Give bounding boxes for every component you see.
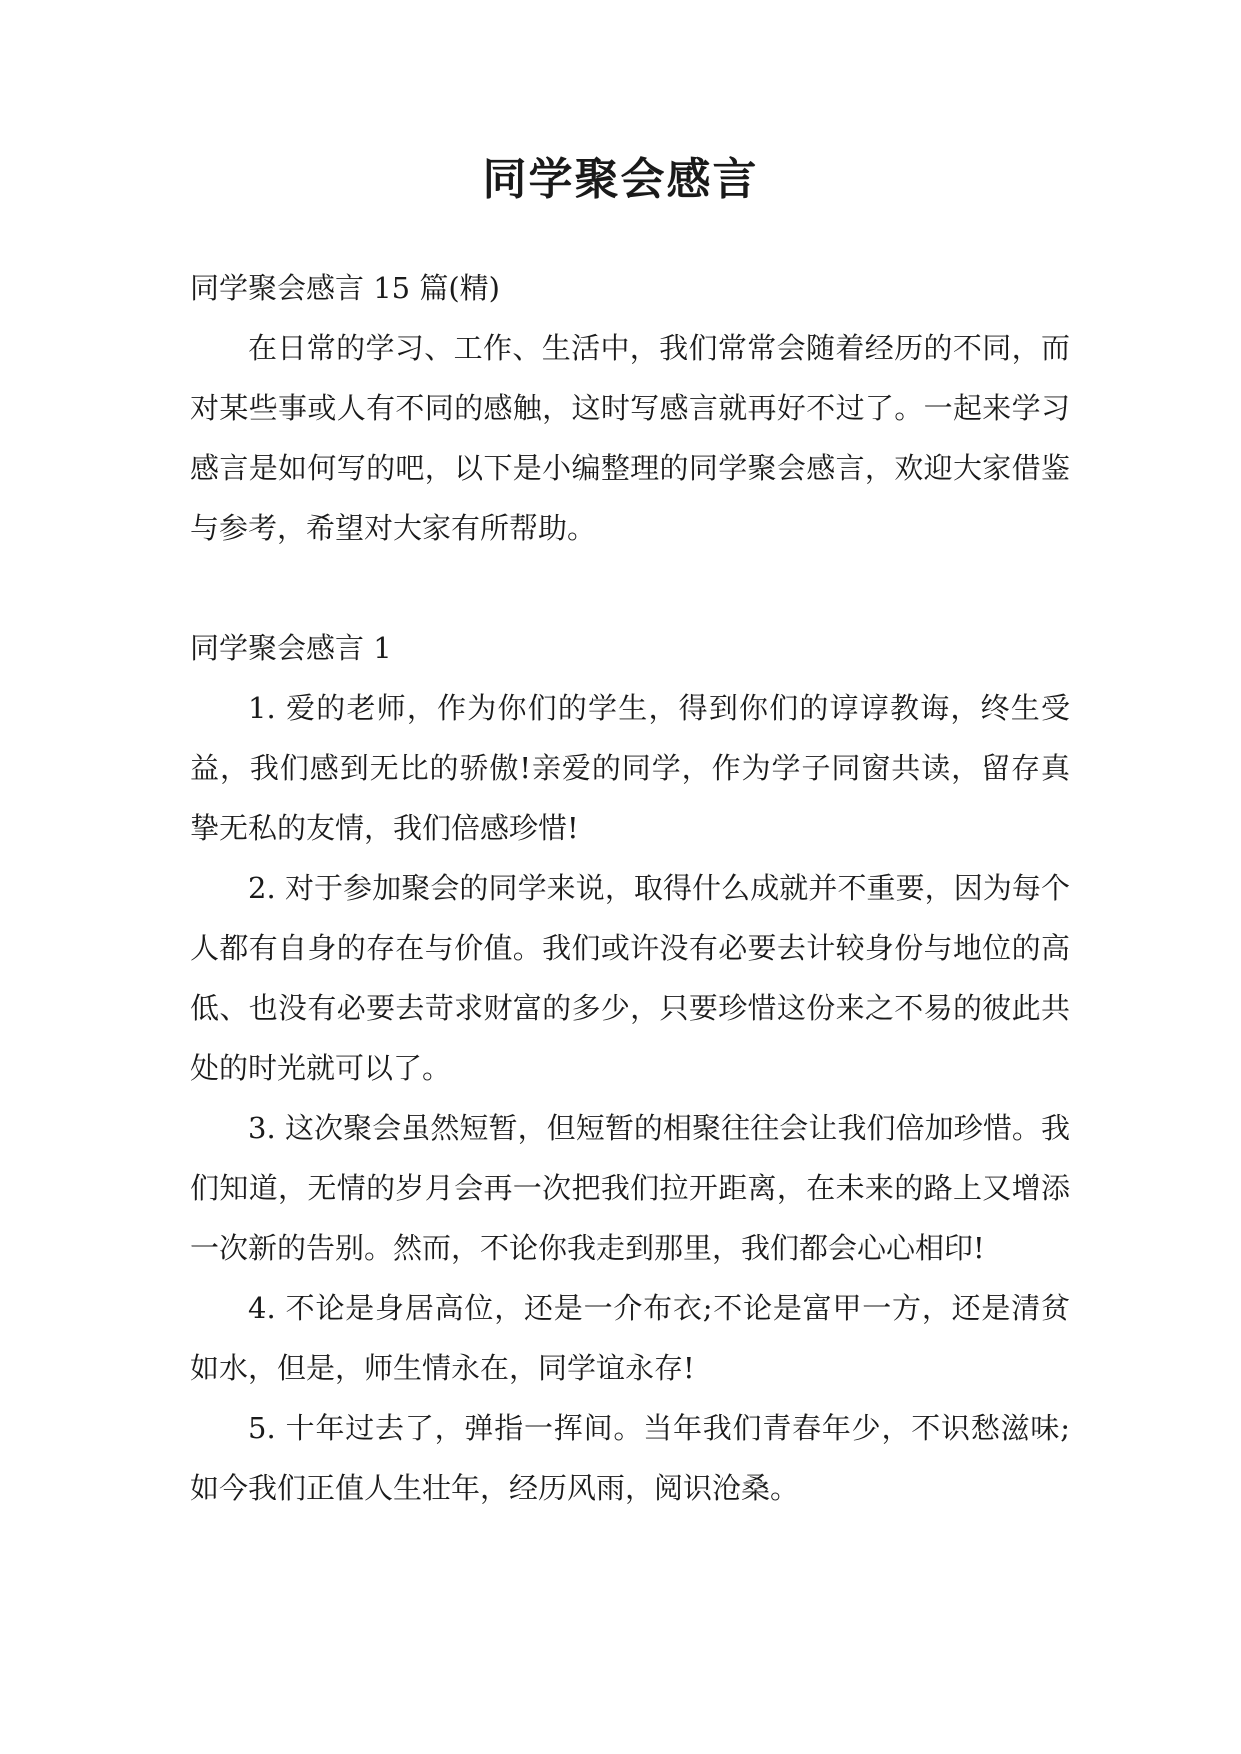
list-item: 1. 爱的老师，作为你们的学生，得到你们的谆谆教诲，终生受益，我们感到无比的骄傲!亲爱的同学，作为学子同窗共读，留存真挚无私的友情，我们倍感珍惜! <box>190 691 1070 845</box>
intro-paragraph: 在日常的学习、工作、生活中，我们常常会随着经历的不同，而对某些事或人有不同的感触，这时写感言就再好不过了。一起来学习感言是如何写的吧，以下是小编整理的同学聚会感言，欢迎大家借鉴与参考，希望对大家有所帮助。 <box>190 331 1070 545</box>
list-item: 2. 对于参加聚会的同学来说，取得什么成就并不重要，因为每个人都有自身的存在与价值。我们或许没有必要去计较身份与地位的高低、也没有必要去苛求财富的多少，只要珍惜这份来之不易的彼此共处的时光就可以了。 <box>190 871 1070 1085</box>
section-spacer <box>190 558 1070 618</box>
document-body <box>190 258 1070 1518</box>
document-title: 同学聚会感言 <box>482 154 759 205</box>
list-item: 5. 十年过去了，弹指一挥间。当年我们青春年少，不识愁滋味;如今我们正值人生壮年，经历风雨，阅识沧桑。 <box>190 1411 1070 1505</box>
list-item: 3. 这次聚会虽然短暂，但短暂的相聚往往会让我们倍加珍惜。我们知道，无情的岁月会再一次把我们拉开距离，在未来的路上又增添一次新的告别。然而，不论你我走到那里，我们都会心心相印! <box>190 1111 1070 1265</box>
document-subtitle: 同学聚会感言 15 篇(精) <box>190 271 500 305</box>
section-heading: 同学聚会感言 1 <box>190 631 392 665</box>
list-item: 4. 不论是身居高位，还是一介布衣;不论是富甲一方，还是清贫如水，但是，师生情永在，同学谊永存! <box>190 1291 1070 1385</box>
